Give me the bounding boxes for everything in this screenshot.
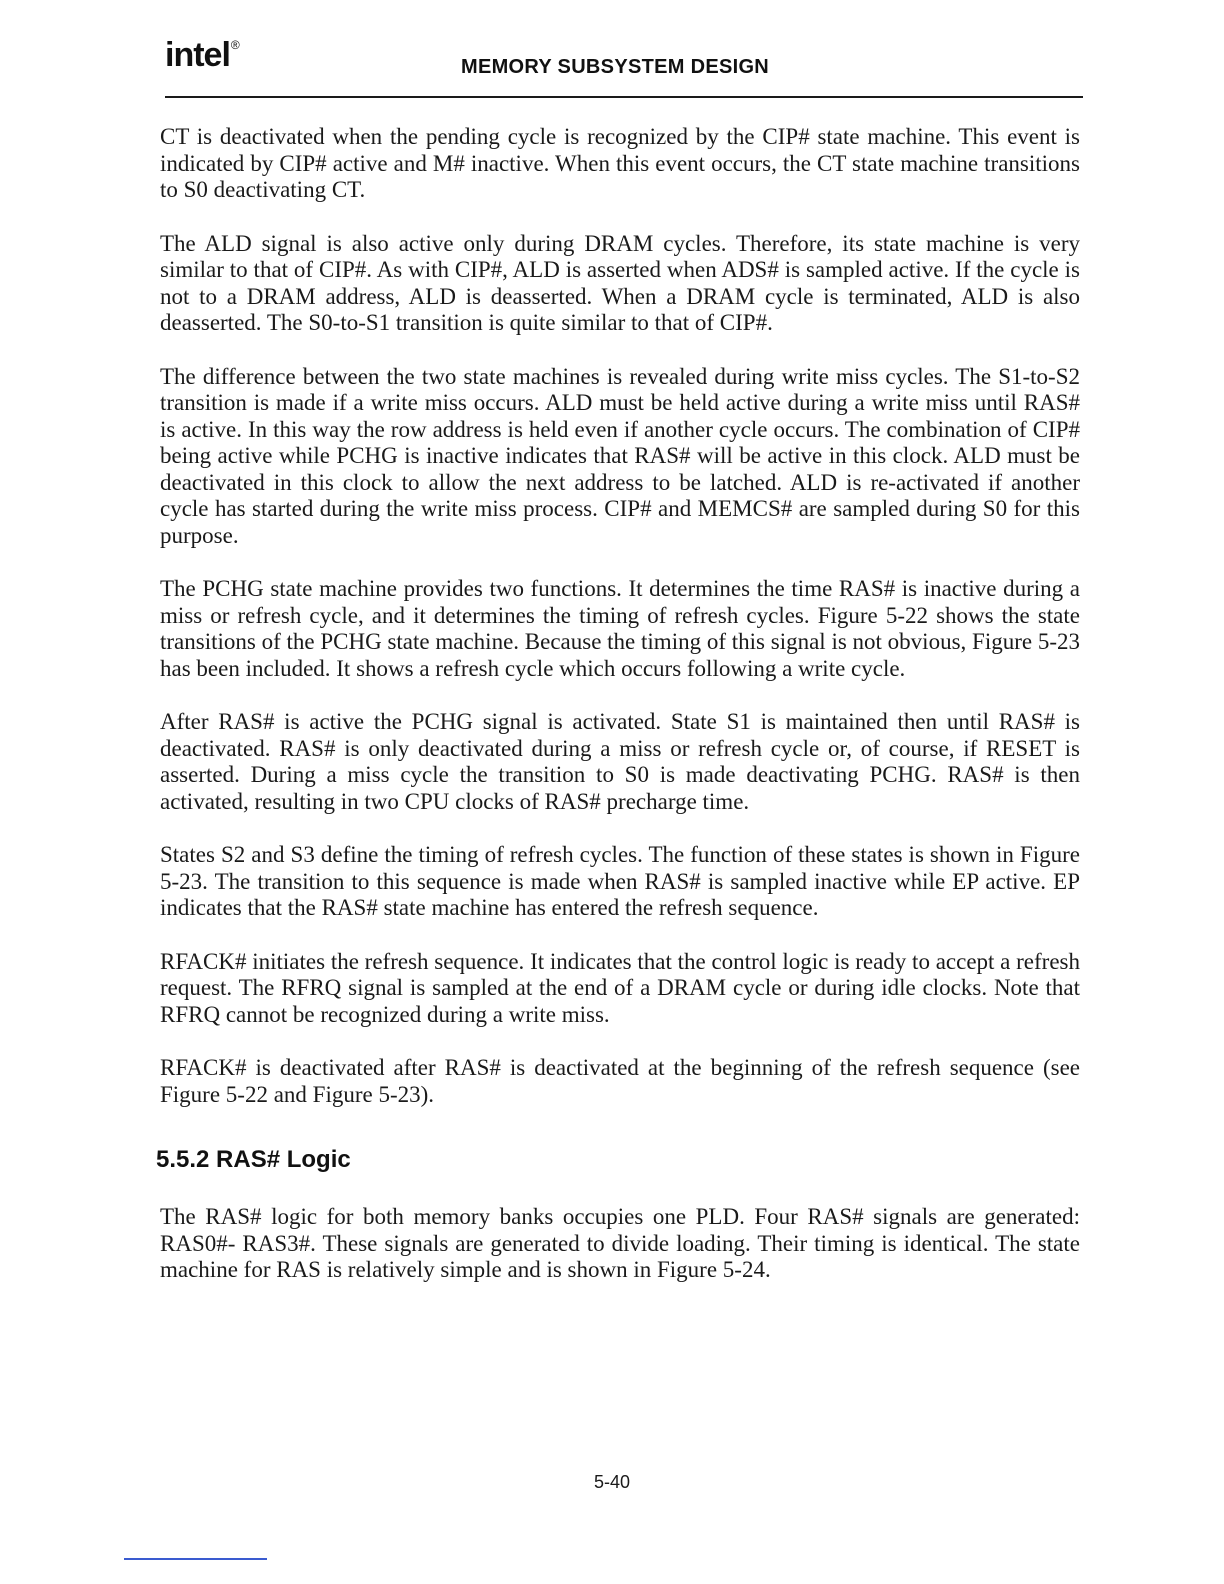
intel-logo — [165, 36, 239, 75]
page-number: 5-40 — [593, 1472, 631, 1492]
paragraph-pchg-state-machine: The PCHG state machine provides two functions. It determines the time RAS# is inactive during a miss or refresh cycle, and it determines the timing of refresh cycles. Figure 5-22 shows the state transitions of the PCHG state machine. Because the timing of this signal is not obvious, Figure 5-23 has been included. It shows a refresh cycle which occurs following a write cycle. — [160, 576, 1080, 681]
paragraph-rfack-initiation: RFACK# initiates the refresh sequence. It indicates that the control logic is ready to accept a refresh request. The RFRQ signal is sampled at the end of a DRAM cycle or during idle clocks. Note that RFRQ cannot be recognized during a write miss. — [160, 948, 1080, 1027]
paragraph-ras-logic: The RAS# logic for both memory banks occupies one PLD. Four RAS# signals are generated: RAS0#- RAS3#. These signals are generated to divide loading. Their timing is identical. The state machine for RAS is relatively simple and is shown in Figure 5-24. — [160, 1204, 1080, 1282]
paragraph-rfack-deactivation: RFACK# is deactivated after RAS# is deactivated at the beginning of the refresh sequence (see Figure 5-22 and Figure 5-23). — [160, 1055, 1080, 1107]
body-text — [156, 124, 1080, 1311]
page-header — [165, 30, 1083, 98]
paragraph-refresh-states: States S2 and S3 define the timing of refresh cycles. The function of these states is shown in Figure 5-23. The transition to this sequence is made when RAS# is sampled inactive while EP active. EP indicates that the RAS# state machine has entered the refresh sequence. — [160, 842, 1080, 920]
paragraph-pchg-activation: After RAS# is active the PCHG signal is activated. State S1 is maintained then until RAS# is deactivated. RAS# is only deactivated during a miss or refresh cycle or, of course, if RESET is asserted. During a miss cycle the transition to S0 is made deactivating PCHG. RAS# is then activated, resulting in two CPU clocks of RAS# precharge time. — [160, 709, 1080, 814]
paragraph-write-miss-difference: The difference between the two state machines is revealed during write miss cycles. The S1-to-S2 transition is made if a write miss occurs. ALD must be held active during a write miss until RAS# is active. In this way the row address is held even if another cycle occurs. The combination of CIP# being active while PCHG is inactive indicates that RAS# will be active in this clock. ALD must be deactivated in this clock to allow the next address to be latched. ALD is re-activated if another cycle has started during the write miss process. CIP# and MEMCS# are sampled during S0 for this purpose. — [160, 363, 1080, 548]
paragraph-ald-signal: The ALD signal is also active only during DRAM cycles. Therefore, its state machine is very similar to that of CIP#. As with CIP#, ALD is asserted when ADS# is sampled active. If the cycle is not to a DRAM address, ALD is deasserted. When a DRAM cycle is terminated, ALD is also deasserted. The S0-to-S1 transition is quite similar to that of CIP#. — [160, 230, 1080, 335]
running-title: MEMORY SUBSYSTEM DESIGN — [461, 56, 770, 78]
paragraph-ct-deactivation: CT is deactivated when the pending cycle is recognized by the CIP# state machine. This event is indicated by CIP# active and M# inactive. When this event occurs, the CT state machine transitions to S0 deactivating CT. — [160, 124, 1080, 202]
logo-text: intel — [165, 36, 230, 74]
registered-mark: ® — [230, 38, 239, 52]
section-heading: 5.5.2 RAS# Logic — [156, 1146, 351, 1173]
footer-rule — [124, 1558, 267, 1560]
